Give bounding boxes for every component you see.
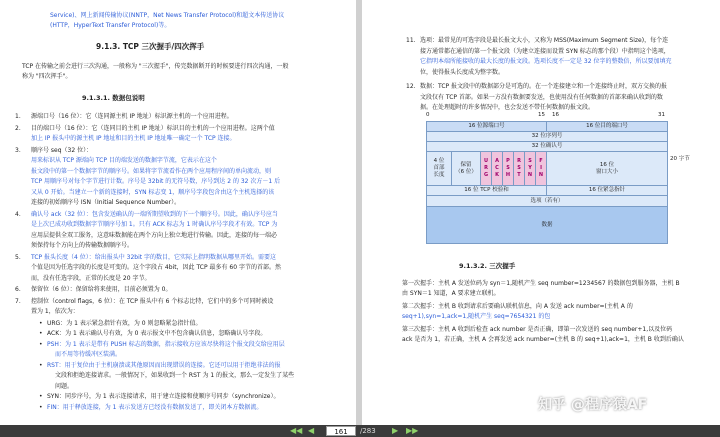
- source-port-cell: 16 位源端口号: [426, 121, 547, 132]
- window-size-cell: 16 位 窗口大小: [546, 151, 668, 186]
- list-text-line: 保留位（6 位）：保留给将来使用，目前必须置为 0。: [31, 286, 172, 293]
- list-number: 1.: [15, 113, 21, 120]
- bit-label: 31: [658, 112, 665, 118]
- flag-bit-cell: S Y N: [524, 151, 536, 186]
- list-text-line: 连接的初始顺序号 ISN（Initial Sequence Number）。: [31, 199, 181, 206]
- handshake-line: 第二次握手：主机 B 收到请求后要确认联机信息，向 A 发送 ack number=(主机 A 的: [402, 303, 633, 310]
- list-text-line: 它指明本端所能接收的最大长度的报文段。选项长度不一定是 32 位字的整数倍，所以要加填充: [420, 58, 672, 65]
- list-text-line: TCP 报头长度（4 位）：给出报头中 32bit 字的数目，它实际上指明数据从哪里开始。需要这: [31, 253, 277, 261]
- ack-number-cell: 32 位确认号: [426, 141, 668, 152]
- flag-text-line: 而不用等待缓冲区装满。: [55, 351, 122, 358]
- list-number: 2.: [15, 124, 21, 132]
- list-text-line: 须保持每个方向上的传输数据顺序号。: [31, 242, 134, 249]
- flag-text-line: URG：为 1 表示紧急指针有效，为 0 则忽略紧急指针值。: [47, 319, 202, 327]
- dest-port-cell: 16 位目的端口号: [546, 121, 668, 132]
- continued-text-line: Service)、网上新闻传输协议(NNTP，Net News Transfer Protocol)和超文本传送协议: [50, 12, 285, 19]
- data-cell: 数据: [426, 206, 668, 244]
- list-number: 12.: [406, 83, 416, 90]
- bullet: •: [39, 393, 43, 400]
- bullet: •: [39, 361, 43, 369]
- checksum-cell: 16 位 TCP 校验和: [426, 185, 547, 196]
- pdf-toolbar: [0, 425, 720, 437]
- list-text-line: 置为 1，依次为：: [31, 308, 79, 315]
- handshake-line: ack 是否为 1，若正确，主机 A 会再发送 ack number=(主机 B 的 seq+1),ack=1，主机 B 收到后确认: [402, 336, 684, 343]
- handshake-line: 第三次握手：主机 A 收到后检查 ack number 是否正确，即第一次发送的 seq number+1,以及位码: [402, 326, 673, 333]
- list-text-line: 目的端口号（16 位）：它（连同目的主机 IP 地址）标识目的主机的一个应用进程。这两个值: [31, 124, 275, 132]
- last-page-button[interactable]: ▶▶: [406, 426, 419, 435]
- bullet: •: [39, 319, 43, 327]
- intro-text: TCP 在传输之前会进行三次沟通，一般称为 "三次握手"，传完数据断开的时候要进行四次沟通，一般: [22, 63, 289, 70]
- list-text-line: 文段仅有 TCP 首部。如果一方没有数据要发送，也使用没有任何数据的首部来确认收到的数: [420, 93, 663, 101]
- list-text-line: 顺序号 seq（32 位）：: [31, 146, 93, 154]
- flag-text-line: 问题。: [55, 382, 74, 390]
- flag-bit-cell: A C K: [491, 151, 503, 186]
- list-text-line: TCP 用顺序号对每个字节进行计数。序号是 32bit 的无符号数，序号到达 2 的 32 次方－1 后: [31, 178, 281, 185]
- list-text-line: 加上 IP 报头中的源主机 IP 地址和目的主机 IP 地址唯一确定一个 TCP 连接。: [31, 135, 236, 142]
- reserved-cell: 保留 （6 位）: [451, 151, 481, 186]
- options-cell: 选项（若有）: [426, 195, 668, 207]
- flag-bit-cell: R S T: [513, 151, 525, 186]
- list-text-line: 报文段中的第一个数据字节的顺序号。如果将字节流看作在两个应用程序间的单向流动，则: [31, 167, 272, 175]
- continued-text-line: (HTTP，HyperText Transfer Protocol)等。: [50, 22, 171, 29]
- tcp-header-diagram: [426, 112, 668, 248]
- subsection-heading: 9.1.3.2. 三次握手: [459, 262, 516, 270]
- flag-text-line: SYN：同步序号，为 1 表示连接请求，用于建立连接和使顺序号同步（synchronize）。: [47, 393, 280, 400]
- flag-bit-cell: U R G: [480, 151, 492, 186]
- list-text-line: 位，使得报头长度成为整字数。: [420, 68, 505, 76]
- page-number-input[interactable]: 161: [326, 426, 356, 436]
- prev-page-button[interactable]: ◀: [308, 426, 315, 435]
- next-page-button[interactable]: ▶: [392, 426, 399, 435]
- list-text-line: 个值是因为任选字段的长度是可变的。这个字段占 4bit，因此 TCP 最多有 60 字节的首部。然: [31, 264, 281, 271]
- list-number: 3.: [15, 146, 21, 154]
- urgent-pointer-cell: 16 位紧急指针: [546, 185, 668, 196]
- handshake-line: 第一次握手：主机 A 发送位码为 syn＝1,随机产生 seq number=1234567 的数据包到服务器，主机 B: [402, 280, 680, 287]
- bullet: •: [39, 330, 43, 337]
- flag-bit-cell: F I N: [535, 151, 547, 186]
- list-text-line: 控制位（control flags，6 位）：在 TCP 报头中有 6 个标志比特，它们中的多个可同时被设: [31, 297, 274, 305]
- flag-text-line: 文段和拒绝连接请求。一般情况下，如果收到一个 RST 为 1 的报文，那么一定发生了某些: [55, 372, 295, 379]
- intro-text: 称为 "四次挥手"。: [22, 73, 72, 80]
- list-number: 7.: [15, 297, 21, 305]
- flag-text-line: ACK：为 1 表示确认号有效，为 0 表示报文中不包含确认信息，忽略确认号字段。: [47, 330, 267, 337]
- flag-text-line: FIN：用于释放连接，为 1 表示发送方已经没有数据发送了，即关闭本方数据流。: [47, 403, 263, 411]
- sequence-number-cell: 32 位序列号: [426, 131, 668, 142]
- header-length-cell: 4 位 首部 长度: [426, 151, 452, 186]
- flag-bit-cell: P S H: [502, 151, 514, 186]
- section-heading: 9.1.3. TCP 三次握手/四次挥手: [96, 42, 205, 51]
- watermark: 知乎 @程序猿AF: [538, 397, 648, 413]
- list-text-line: 确认号 ack（32 位）：包含发送确认的一端所期望收到的下一个顺序号。因此，确认序号应当: [31, 210, 278, 218]
- list-text-line: 选项：最常见的可选字段是最长报文大小，又称为 MSS(Maximum Segment Size)，每个连: [420, 37, 669, 44]
- bullet: •: [39, 340, 43, 348]
- handshake-line: 由 SYN＝1 知道，A 要求建立联机。: [402, 290, 500, 297]
- list-text-line: 源端口号（16 位）：它（连同源主机 IP 地址）标识源主机的一个应用进程。: [31, 113, 233, 120]
- list-number: 5.: [15, 253, 21, 261]
- bit-label: 0: [426, 112, 430, 118]
- list-text-line: 接方通常都在通信的第一个报文段（为建立连接而设置 SYN 标志的那个段）中指明这个选项，: [420, 47, 670, 55]
- total-pages: /283: [360, 427, 376, 435]
- list-number: 11.: [406, 37, 416, 44]
- bullet: •: [39, 403, 43, 411]
- list-text-line: 应用层提供全双工服务，这意味数据能在两个方向上独立地进行传输。因此，连接的每一端必: [31, 231, 278, 239]
- bit-label: 16: [552, 112, 559, 118]
- flag-text-line: PSH：为 1 表示是带有 PUSH 标志的数据，指示接收方应该尽快将这个报文段交给应用层: [47, 340, 285, 348]
- list-number: 4.: [15, 210, 21, 218]
- list-text-line: 据。在处理超时的许多情况中，也会发送不带任何数据的报文段。: [420, 104, 595, 111]
- list-text-line: 用来标识从 TCP 源端向 TCP 目的端发送的数据字节流，它表示在这个: [31, 157, 217, 164]
- list-text-line: 而，没有任选字段，正常的长度是 20 字节。: [31, 274, 151, 282]
- list-text-line: 数据：TCP 报文段中的数据部分是可选的。在一个连接建立和一个连接终止时，双方交换的报: [420, 83, 668, 90]
- flag-text-line: RST：用于复位由于主机崩溃或其他原因而出现错误的连接。它还可以用于拒绝非法的报: [47, 361, 281, 369]
- header-size-label: 20 字节: [670, 156, 690, 162]
- handshake-line: seq+1),syn=1,ack=1,随机产生 seq=7654321 的包: [402, 313, 551, 320]
- subsection-heading: 9.1.3.1. 数据包说明: [82, 94, 145, 102]
- left-page: [0, 0, 356, 425]
- list-number: 6.: [15, 286, 21, 293]
- list-text-line: 又从 0 开始。当建立一个新的连接时，SYN 标志变 1，顺序号字段包含由这个主机选择的该: [31, 188, 275, 196]
- first-page-button[interactable]: ◀◀: [290, 426, 303, 435]
- bit-label: 15: [538, 112, 545, 118]
- list-text-line: 是上次已成功收到数据字节顺序号加 1。只有 ACK 标志为 1 时确认序号字段才有效。TCP 为: [31, 221, 278, 228]
